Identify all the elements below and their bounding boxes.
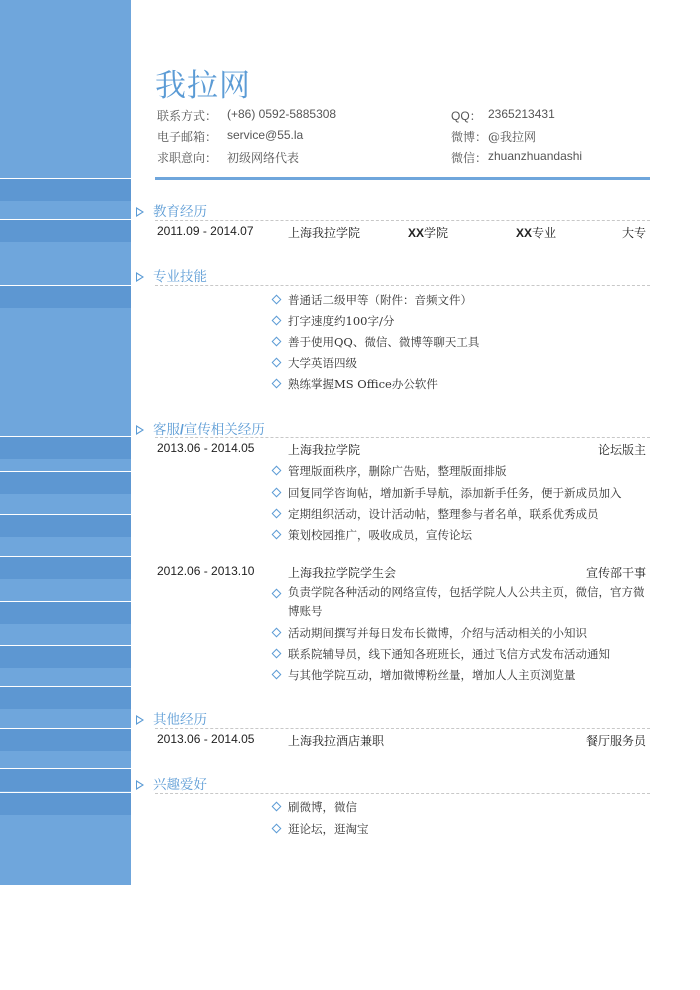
job-date: 2013.06 - 2014.05: [157, 441, 255, 455]
wechat-value: zhuanzhuandashi: [488, 149, 583, 163]
diamond-bullet-icon: [272, 466, 282, 476]
triangle-icon: [136, 425, 144, 435]
section-title-experience: 客服/宣传相关经历: [136, 418, 265, 438]
sidebar-band: [0, 178, 131, 201]
diamond-bullet-icon: [272, 379, 282, 389]
contact-label: 微信：: [451, 151, 488, 165]
other-org: 上海我拉酒店兼职: [288, 734, 385, 748]
sidebar-band: [0, 436, 131, 459]
section-title-other: 其他经历: [136, 708, 207, 728]
diamond-bullet-icon: [272, 589, 282, 599]
diamond-bullet-icon: [272, 628, 282, 638]
sidebar-band: [0, 556, 131, 579]
phone-value: (+86) 0592-5885308: [227, 107, 337, 121]
education-school: 上海我拉学院: [288, 226, 361, 240]
sidebar-band: [0, 728, 131, 751]
diamond-bullet-icon: [272, 649, 282, 659]
education-major: XX专业: [516, 226, 557, 240]
sidebar-band: [0, 768, 131, 791]
diamond-bullet-icon: [272, 295, 282, 305]
diamond-bullet-icon: [272, 802, 282, 812]
job-role: 论坛版主: [598, 443, 647, 457]
job-date: 2012.06 - 2013.10: [157, 564, 255, 578]
contact-label: 微博：: [451, 130, 488, 144]
diamond-bullet-icon: [272, 488, 282, 498]
sidebar-band: [0, 514, 131, 537]
education-degree: 大专: [622, 226, 647, 240]
education-college: XX学院: [408, 226, 449, 240]
job-org: 上海我拉学院: [288, 443, 361, 457]
triangle-icon: [136, 207, 144, 217]
diamond-bullet-icon: [272, 316, 282, 326]
section-divider: [155, 728, 650, 729]
section-divider: [155, 793, 650, 794]
contact-label: 电子邮箱：: [157, 130, 218, 144]
triangle-icon: [136, 715, 144, 725]
weibo-value: @我拉网: [488, 130, 537, 144]
contact-label: 联系方式：: [157, 109, 218, 123]
sidebar-band: [0, 219, 131, 242]
other-role: 餐厅服务员: [586, 734, 647, 748]
sidebar-decoration: [0, 0, 131, 885]
diamond-bullet-icon: [272, 824, 282, 834]
sidebar-band: [0, 686, 131, 709]
section-divider: [155, 437, 650, 438]
triangle-icon: [136, 272, 144, 282]
sidebar-band: [0, 601, 131, 624]
section-divider: [155, 285, 650, 286]
job-role: 宣传部干事: [586, 566, 647, 580]
triangle-icon: [136, 780, 144, 790]
contact-label: QQ：: [451, 109, 482, 123]
job-org: 上海我拉学院学生会: [288, 566, 397, 580]
education-date: 2011.09 - 2014.07: [157, 224, 254, 238]
email-value[interactable]: service@55.la: [227, 128, 304, 142]
sidebar-band: [0, 645, 131, 668]
diamond-bullet-icon: [272, 670, 282, 680]
qq-value: 2365213431: [488, 107, 555, 121]
section-divider: [155, 220, 650, 221]
objective-value: 初级网络代表: [227, 151, 300, 165]
header-divider: [155, 177, 650, 180]
sidebar-band: [0, 792, 131, 815]
diamond-bullet-icon: [272, 530, 282, 540]
diamond-bullet-icon: [272, 337, 282, 347]
section-title-education: 教育经历: [136, 200, 207, 220]
section-title-hobbies: 兴趣爱好: [136, 773, 207, 793]
candidate-name: 我拉网: [155, 68, 251, 104]
other-date: 2013.06 - 2014.05: [157, 732, 255, 746]
contact-label: 求职意向：: [157, 151, 218, 165]
diamond-bullet-icon: [272, 509, 282, 519]
sidebar-band: [0, 471, 131, 494]
sidebar-band: [0, 285, 131, 308]
diamond-bullet-icon: [272, 358, 282, 368]
section-title-skills: 专业技能: [136, 265, 207, 285]
